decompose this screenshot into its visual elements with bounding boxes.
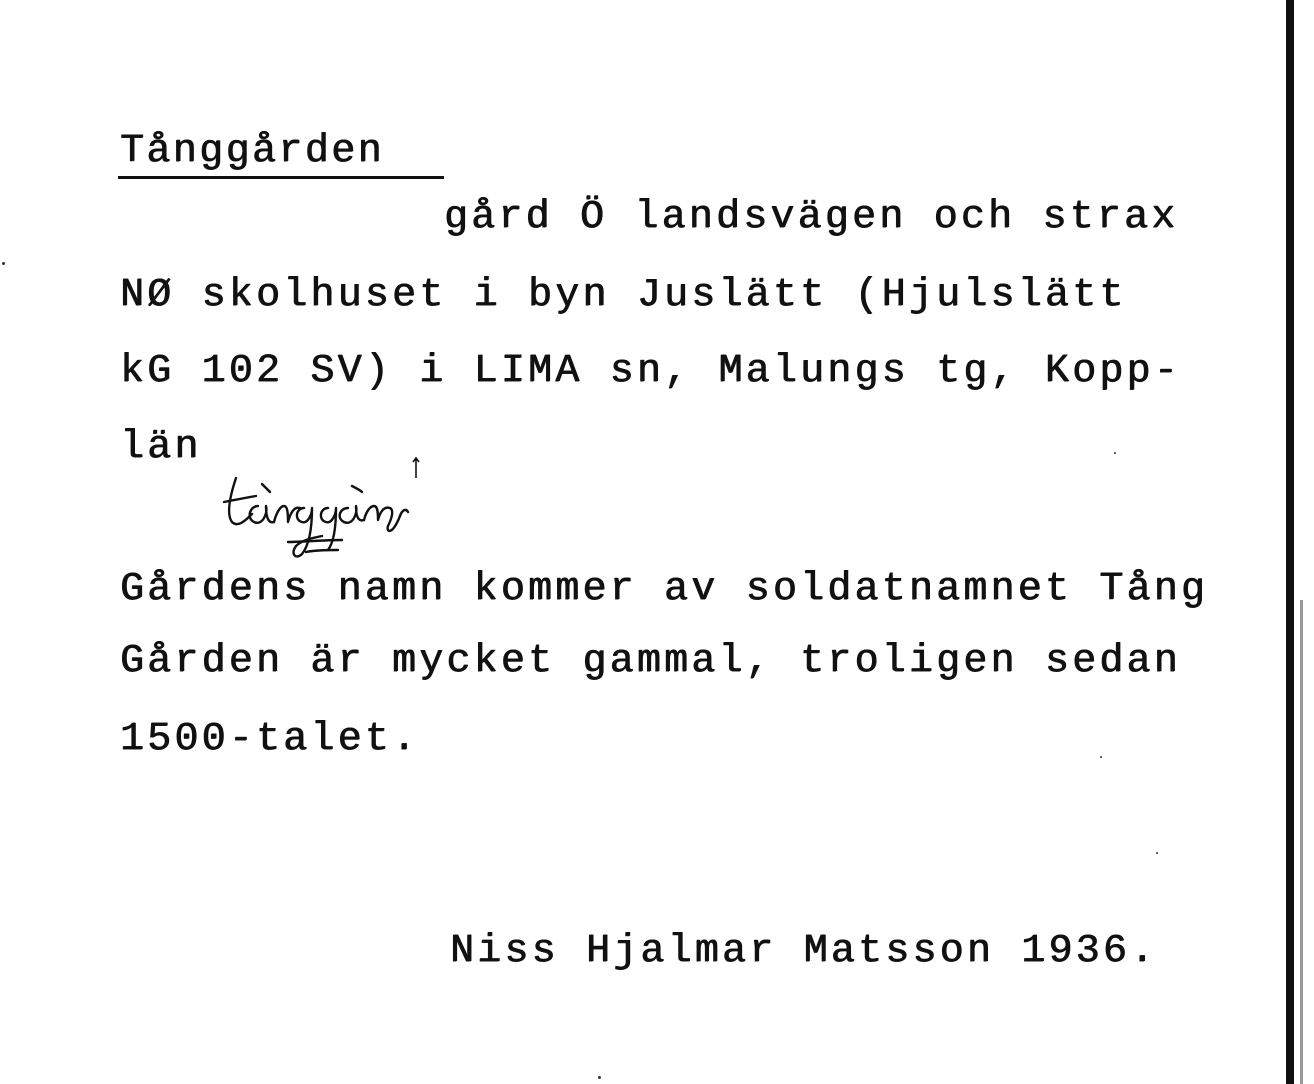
card-edge-shadow	[1300, 600, 1303, 1084]
description-line-4: län	[120, 425, 202, 470]
handwritten-pronunciation-text	[222, 456, 226, 457]
note-line-3: 1500-talet.	[120, 717, 420, 762]
handwritten-pronunciation	[222, 456, 492, 576]
scan-speck	[2, 262, 5, 265]
card-edge-bar	[1286, 0, 1294, 1084]
signature: Niss Hjalmar Matsson 1936.	[450, 929, 1158, 974]
scan-speck	[598, 1076, 601, 1079]
description-line-1: gård Ö landsvägen och strax	[444, 195, 1179, 240]
headword-underline	[118, 176, 444, 179]
description-line-3: kG 102 SV) i LIMA sn, Malungs tg, Kopp-	[120, 349, 1181, 394]
scan-speck	[1100, 756, 1102, 758]
scan-speck	[1156, 852, 1158, 854]
note-line-1: Gårdens namn kommer av soldatnamnet Tång	[120, 567, 1209, 612]
scan-speck	[1114, 452, 1116, 454]
headword: Tånggården	[120, 129, 385, 174]
description-line-2: NØ skolhuset i byn Juslätt (Hjulslätt	[120, 273, 1127, 318]
note-line-2: Gården är mycket gammal, troligen sedan	[120, 639, 1181, 684]
handwriting-drawing	[222, 456, 492, 576]
